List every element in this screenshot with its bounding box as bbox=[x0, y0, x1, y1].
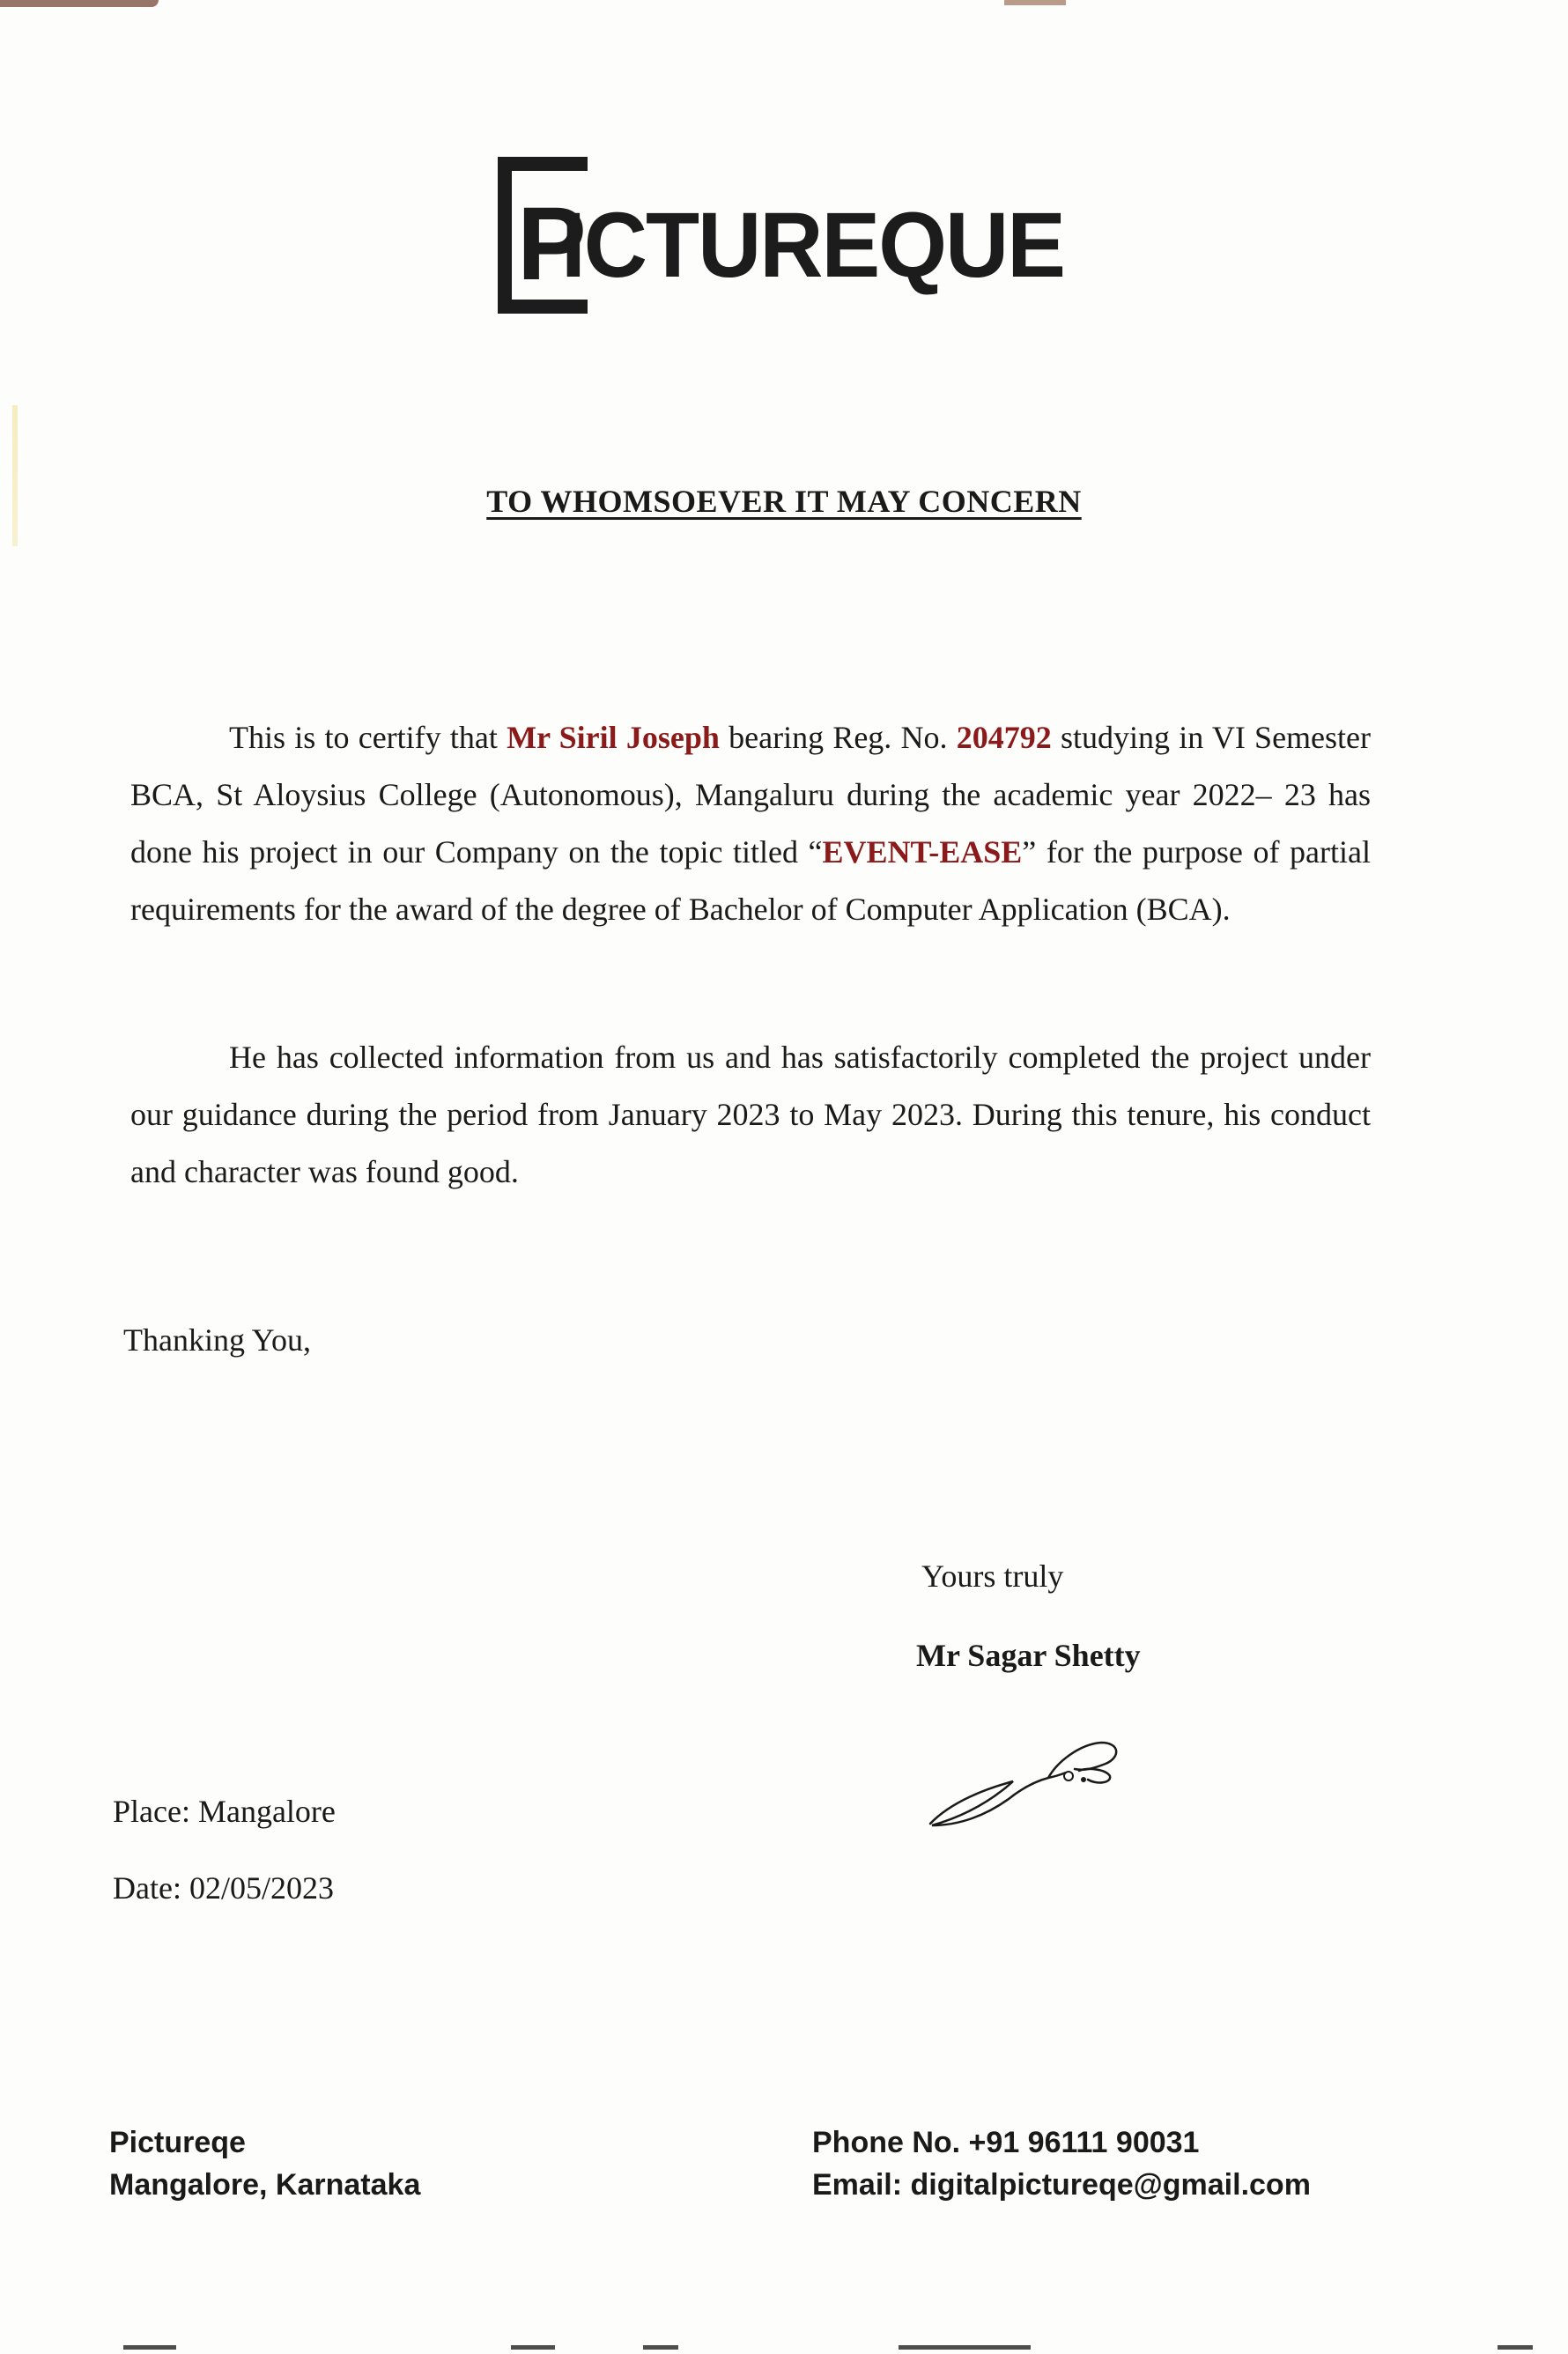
scan-artifact-top-mid bbox=[1004, 0, 1066, 5]
company-logo bbox=[498, 157, 1064, 315]
footer-phone: Phone No. +91 96111 90031 bbox=[812, 2126, 1200, 2159]
paragraph-conduct: He has collected information from us and has satisfactorily completed the project under our guidance during the period from January 2023 to May 2023. During this tenure, his conduct and character was found good. bbox=[130, 1040, 1371, 1189]
footer-email: Email: digitalpictureqe@gmail.com bbox=[812, 2168, 1311, 2202]
letter-heading: TO WHOMSOEVER IT MAY CONCERN bbox=[486, 484, 1082, 519]
date-line: Date: 02/05/2023 bbox=[113, 1870, 334, 1906]
scan-artifact-left-edge bbox=[12, 405, 18, 546]
logo-first-letter: P bbox=[517, 186, 583, 302]
logo-wordmark: ICTUREQUE bbox=[561, 193, 1064, 298]
thanking-line: Thanking You, bbox=[123, 1322, 312, 1358]
student-name: Mr Siril Joseph bbox=[507, 720, 720, 755]
paragraph-certification: This is to certify that Mr Siril Joseph bearing Reg. No. 204792 studying in VI Semester BCA, St Aloysius College (Autonomous), Mangaluru during the academic year 2022– 23 has done his project in our Company on the topic titled “EVENT-EASE” for the purpose of partial requirements for the award of the degree of Bachelor of Computer Application (BCA). bbox=[130, 720, 1372, 927]
signature-icon bbox=[925, 1718, 1136, 1841]
place-line: Place: Mangalore bbox=[113, 1794, 336, 1829]
footer-address bbox=[109, 2121, 420, 2206]
footer-company: Pictureqe bbox=[109, 2126, 246, 2159]
scan-artifact-bottom bbox=[0, 2345, 1568, 2354]
yours-truly: Yours truly bbox=[921, 1558, 1064, 1594]
footer-location: Mangalore, Karnataka bbox=[109, 2168, 421, 2202]
footer-contact bbox=[812, 2121, 1311, 2206]
signer-name: Mr Sagar Shetty bbox=[916, 1638, 1141, 1673]
scan-artifact-top-left bbox=[0, 0, 159, 7]
project-title: EVENT-EASE bbox=[822, 834, 1023, 870]
registration-number: 204792 bbox=[956, 720, 1052, 755]
